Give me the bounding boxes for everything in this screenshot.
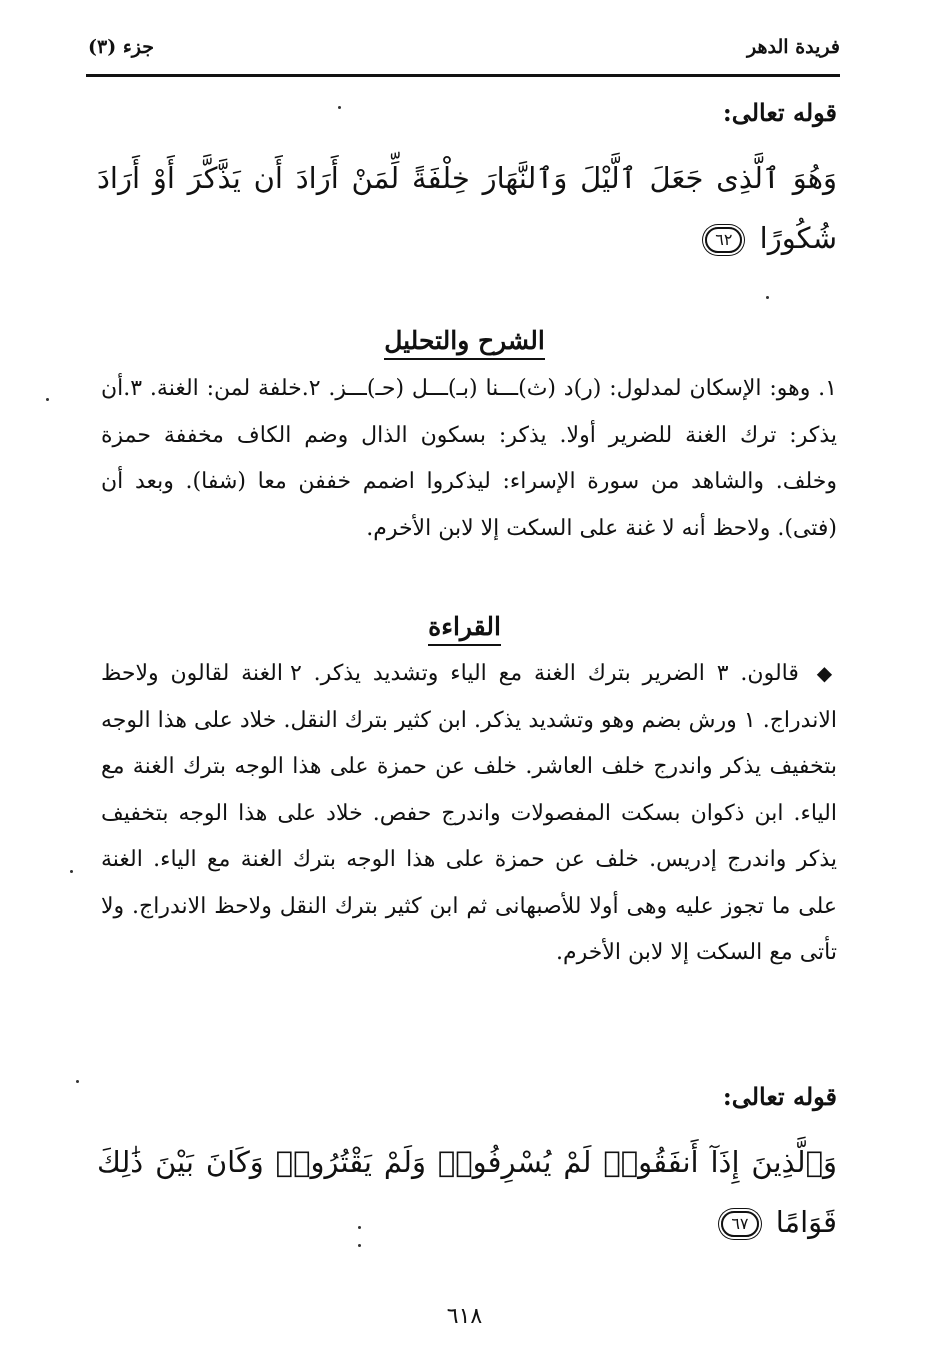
ayah-number-mark: ٦٢ xyxy=(705,227,742,253)
qiraa-heading-text: القراءة xyxy=(428,612,501,646)
sharh-heading-text: الشرح والتحليل xyxy=(384,326,545,360)
scan-speck xyxy=(70,870,73,873)
scan-speck xyxy=(358,1244,361,1247)
verse-text-2: وَٱلَّذِينَ إِذَآ أَنفَقُوا۟ لَمْ يُسْرِفُوا۟ وَلَمْ يَقْتُرُوا۟ وَكَانَ بَيْنَ ذَٰلِكَ قَوَامًا xyxy=(97,1145,837,1239)
sharh-heading xyxy=(0,326,929,355)
qiraa-text: قالون. ٣ الضرير بترك الغنة مع الياء وتشديد يذكر. ٢ الغنة لقالون ولاحظ الاندراج. ١ ورش بضم وهو وتشديد يذكر. ابن كثير بترك النقل. خلاد على هذا الوجه بتخفيف يذكر واندرج خلف العاشر. خلف عن حمزة على هذا الوجه بترك الغنة مع الياء. ابن ذكوان بسكت المفصولات واندرج حفص. خلاد على هذا الوجه بتخفيف يذكر واندرج إدريس. خلف عن حمزة على هذا الوجه بترك الغنة مع الياء. الغنة على ما تجوز عليه وهى أولا للأصبهانى ثم ابن كثير بترك النقل ولاحظ الاندراج. ولا تأتى مع السكت إلا لابن الأخرم. xyxy=(101,661,838,965)
sharh-paragraph xyxy=(101,366,837,606)
verse-text: وَهُوَ ٱلَّذِى جَعَلَ ٱلَّيْلَ وَٱلنَّهَارَ خِلْفَةً لِّمَنْ أَرَادَ أَن يَذَّكَّرَ أَوْ أَرَادَ شُكُورًا xyxy=(97,161,837,255)
scan-speck xyxy=(358,1226,361,1229)
page-number: ٦١٨ xyxy=(446,1304,483,1329)
scan-speck xyxy=(46,398,49,401)
sharh-text: ١. وهو: الإسكان لمدلول: (ر)د (ث)ـــنا (بـ)ـــل (حـ)ـــز. ٢.خلفة لمن: الغنة. ٣.أن يذكر: ترك الغنة للضرير أولا. يذكر: بسكون الذال وضم الكاف مخففة حمزة وخلف. والشاهد من سورة الإسراء: ليذكروا اضمم خففن معا (شفا). وبعد أن (فتى). ولاحظ أنه لا غنة على السكت إلا لابن الأخرم. xyxy=(101,376,837,541)
qiraa-paragraph xyxy=(101,650,837,1030)
ayah-number-mark-2: ٦٧ xyxy=(721,1211,758,1237)
qiraa-heading xyxy=(0,612,929,641)
part-number: جزء (٣) xyxy=(88,36,154,58)
diamond-bullet-icon: ◆ xyxy=(816,661,837,685)
header-divider xyxy=(86,74,840,77)
scan-speck xyxy=(76,1080,79,1083)
running-header xyxy=(88,28,840,72)
verse-intro-label: قوله تعالى: xyxy=(722,98,837,127)
book-title: فريدة الدهر xyxy=(747,36,840,58)
quran-verse xyxy=(97,148,837,268)
scan-speck xyxy=(766,296,769,299)
quran-verse-2 xyxy=(97,1132,837,1252)
scan-speck xyxy=(338,106,341,109)
verse-intro-label-2: قوله تعالى: xyxy=(722,1082,837,1111)
